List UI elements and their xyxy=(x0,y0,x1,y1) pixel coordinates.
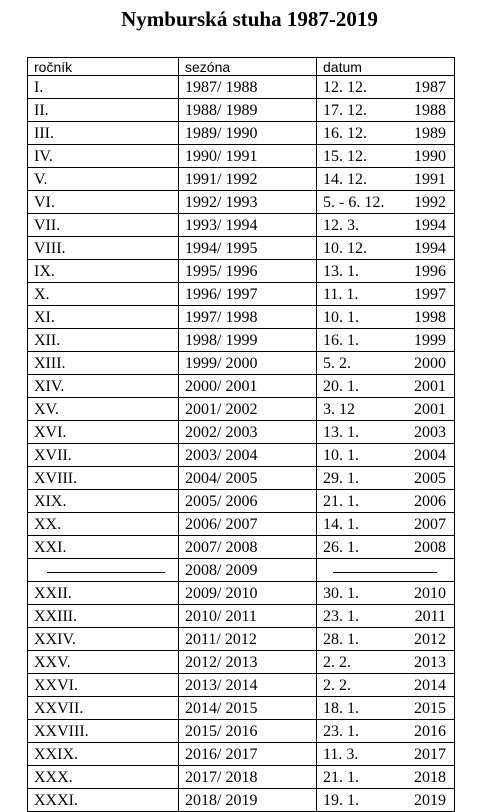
datum-day: 14. 12. xyxy=(323,171,367,188)
datum-year: 2016 xyxy=(414,723,446,740)
datum-wrapper xyxy=(323,492,446,512)
divider-line xyxy=(333,572,437,573)
datum-year: 1989 xyxy=(414,125,446,142)
datum-day: 30. 1. xyxy=(323,585,359,602)
table-row xyxy=(28,789,455,812)
cell-rocnik: XIV. xyxy=(28,375,179,398)
cell-sezona: 2004/ 2005 xyxy=(179,467,317,490)
cell-sezona: 2002/ 2003 xyxy=(179,421,317,444)
datum-wrapper xyxy=(323,538,446,558)
cell-datum xyxy=(317,76,455,99)
cell-sezona: 1990/ 1991 xyxy=(179,145,317,168)
datum-wrapper xyxy=(323,285,446,305)
table-header-row xyxy=(28,58,455,76)
cell-sezona: 2003/ 2004 xyxy=(179,444,317,467)
cell-datum xyxy=(317,444,455,467)
table-row xyxy=(28,260,455,283)
datum-year: 2003 xyxy=(414,424,446,441)
datum-day: 28. 1. xyxy=(323,631,359,648)
cell-sezona: 1988/ 1989 xyxy=(179,99,317,122)
cell-rocnik: XXVII. xyxy=(28,697,179,720)
table-row xyxy=(28,697,455,720)
table-row xyxy=(28,605,455,628)
datum-year: 2017 xyxy=(414,746,446,763)
datum-wrapper xyxy=(323,446,446,466)
header-rocnik: ročník xyxy=(28,58,179,76)
table-row xyxy=(28,306,455,329)
table-row xyxy=(28,329,455,352)
datum-wrapper xyxy=(323,469,446,489)
table-row-skipped xyxy=(28,559,455,582)
datum-wrapper xyxy=(323,653,446,673)
cell-datum xyxy=(317,352,455,375)
cell-sezona: 2000/ 2001 xyxy=(179,375,317,398)
datum-day: 12. 3. xyxy=(323,217,359,234)
datum-day: 16. 1. xyxy=(323,332,359,349)
datum-year: 2001 xyxy=(414,401,446,418)
datum-year: 2015 xyxy=(414,700,446,717)
cell-datum xyxy=(317,513,455,536)
cell-rocnik: VII. xyxy=(28,214,179,237)
cell-datum xyxy=(317,743,455,766)
datum-wrapper xyxy=(323,607,446,627)
cell-rocnik: II. xyxy=(28,99,179,122)
table-row xyxy=(28,191,455,214)
table-row xyxy=(28,214,455,237)
cell-datum xyxy=(317,536,455,559)
table-row xyxy=(28,99,455,122)
datum-year: 2018 xyxy=(414,769,446,786)
cell-datum xyxy=(317,398,455,421)
cell-rocnik: XXX. xyxy=(28,766,179,789)
table-row xyxy=(28,766,455,789)
datum-year: 2019 xyxy=(414,792,446,809)
datum-year: 2012 xyxy=(414,631,446,648)
datum-wrapper xyxy=(323,308,446,328)
cell-sezona: 2015/ 2016 xyxy=(179,720,317,743)
cell-datum xyxy=(317,122,455,145)
cell-datum xyxy=(317,628,455,651)
datum-year: 2010 xyxy=(414,585,446,602)
cell-rocnik: XVII. xyxy=(28,444,179,467)
table-row xyxy=(28,122,455,145)
datum-year: 1994 xyxy=(414,217,446,234)
datum-year: 2007 xyxy=(414,516,446,533)
table-row xyxy=(28,674,455,697)
cell-rocnik: XXIX. xyxy=(28,743,179,766)
datum-year: 2014 xyxy=(414,677,446,694)
cell-datum xyxy=(317,605,455,628)
cell-rocnik: VIII. xyxy=(28,237,179,260)
cell-sezona: 2007/ 2008 xyxy=(179,536,317,559)
datum-year: 1992 xyxy=(414,194,446,211)
datum-day: 2. 2. xyxy=(323,654,351,671)
cell-rocnik: XVI. xyxy=(28,421,179,444)
cell-rocnik: XXV. xyxy=(28,651,179,674)
datum-wrapper xyxy=(323,584,446,604)
datum-day: 5. 2. xyxy=(323,355,351,372)
cell-rocnik: VI. xyxy=(28,191,179,214)
datum-wrapper xyxy=(323,262,446,282)
datum-year: 1988 xyxy=(414,102,446,119)
cell-sezona: 2005/ 2006 xyxy=(179,490,317,513)
cell-datum xyxy=(317,145,455,168)
cell-rocnik: XXII. xyxy=(28,582,179,605)
datum-year: 1990 xyxy=(414,148,446,165)
cell-rocnik: XXVIII. xyxy=(28,720,179,743)
cell-sezona: 1987/ 1988 xyxy=(179,76,317,99)
header-sezona: sezóna xyxy=(179,58,317,76)
datum-year: 2008 xyxy=(414,539,446,556)
datum-day: 17. 12. xyxy=(323,102,367,119)
cell-datum xyxy=(317,720,455,743)
datum-day: 14. 1. xyxy=(323,516,359,533)
cell-datum xyxy=(317,766,455,789)
cell-sezona: 1998/ 1999 xyxy=(179,329,317,352)
table-row xyxy=(28,582,455,605)
table-row xyxy=(28,536,455,559)
cell-rocnik: XII. xyxy=(28,329,179,352)
cell-datum xyxy=(317,375,455,398)
cell-sezona: 2018/ 2019 xyxy=(179,789,317,812)
cell-sezona: 2012/ 2013 xyxy=(179,651,317,674)
datum-day: 23. 1. xyxy=(323,608,359,625)
cell-rocnik: XI. xyxy=(28,306,179,329)
datum-wrapper xyxy=(323,170,446,190)
header-datum: datum xyxy=(317,58,455,76)
datum-wrapper xyxy=(323,745,446,765)
table-row xyxy=(28,398,455,421)
datum-wrapper xyxy=(323,216,446,236)
cell-sezona: 2008/ 2009 xyxy=(179,559,317,582)
datum-day: 5. - 6. 12. xyxy=(323,194,385,211)
datum-day: 29. 1. xyxy=(323,470,359,487)
table-row xyxy=(28,168,455,191)
datum-year: 1996 xyxy=(414,263,446,280)
cell-sezona: 1989/ 1990 xyxy=(179,122,317,145)
cell-sezona: 2001/ 2002 xyxy=(179,398,317,421)
cell-rocnik: I. xyxy=(28,76,179,99)
cell-rocnik-empty xyxy=(28,559,179,582)
datum-wrapper xyxy=(323,423,446,443)
datum-year: 2001 xyxy=(414,378,446,395)
datum-day: 13. 1. xyxy=(323,263,359,280)
datum-day: 16. 12. xyxy=(323,125,367,142)
datum-day: 19. 1. xyxy=(323,792,359,809)
cell-datum xyxy=(317,490,455,513)
datum-day: 20. 1. xyxy=(323,378,359,395)
cell-sezona: 1992/ 1993 xyxy=(179,191,317,214)
datum-wrapper xyxy=(323,193,446,213)
cell-sezona: 1993/ 1994 xyxy=(179,214,317,237)
cell-rocnik: XXVI. xyxy=(28,674,179,697)
cell-rocnik: XVIII. xyxy=(28,467,179,490)
cell-sezona: 1994/ 1995 xyxy=(179,237,317,260)
datum-year: 2000 xyxy=(414,355,446,372)
cell-datum xyxy=(317,99,455,122)
table-row xyxy=(28,375,455,398)
cell-sezona: 1999/ 2000 xyxy=(179,352,317,375)
datum-wrapper xyxy=(323,101,446,121)
table-row xyxy=(28,490,455,513)
cell-datum xyxy=(317,329,455,352)
editions-table xyxy=(27,57,455,812)
datum-year: 2011 xyxy=(414,608,446,625)
table-row xyxy=(28,651,455,674)
datum-wrapper xyxy=(323,676,446,696)
cell-rocnik: XIX. xyxy=(28,490,179,513)
cell-sezona: 2013/ 2014 xyxy=(179,674,317,697)
datum-year: 2006 xyxy=(414,493,446,510)
datum-day: 11. 3. xyxy=(323,746,359,763)
cell-datum xyxy=(317,467,455,490)
datum-year: 2004 xyxy=(414,447,446,464)
datum-wrapper xyxy=(323,630,446,650)
datum-year: 2005 xyxy=(414,470,446,487)
datum-day: 21. 1. xyxy=(323,493,359,510)
cell-datum xyxy=(317,306,455,329)
datum-wrapper xyxy=(323,124,446,144)
cell-sezona: 2009/ 2010 xyxy=(179,582,317,605)
cell-rocnik: IV. xyxy=(28,145,179,168)
datum-wrapper xyxy=(323,515,446,535)
cell-rocnik: XXIV. xyxy=(28,628,179,651)
datum-wrapper xyxy=(323,78,446,98)
cell-rocnik: XIII. xyxy=(28,352,179,375)
cell-sezona: 2011/ 2012 xyxy=(179,628,317,651)
table-row xyxy=(28,513,455,536)
cell-datum xyxy=(317,789,455,812)
cell-datum xyxy=(317,168,455,191)
cell-datum xyxy=(317,237,455,260)
cell-sezona: 2010/ 2011 xyxy=(179,605,317,628)
datum-wrapper xyxy=(323,768,446,788)
cell-sezona: 1991/ 1992 xyxy=(179,168,317,191)
cell-sezona: 1997/ 1998 xyxy=(179,306,317,329)
datum-year: 1991 xyxy=(414,171,446,188)
cell-rocnik: XX. xyxy=(28,513,179,536)
datum-wrapper xyxy=(323,377,446,397)
cell-rocnik: X. xyxy=(28,283,179,306)
table-row xyxy=(28,444,455,467)
datum-day: 26. 1. xyxy=(323,539,359,556)
datum-day: 11. 1. xyxy=(323,286,359,303)
cell-rocnik: V. xyxy=(28,168,179,191)
cell-sezona: 2017/ 2018 xyxy=(179,766,317,789)
datum-year: 1998 xyxy=(414,309,446,326)
table-row xyxy=(28,352,455,375)
datum-wrapper xyxy=(323,400,446,420)
datum-day: 12. 12. xyxy=(323,79,367,96)
cell-datum xyxy=(317,582,455,605)
datum-day: 13. 1. xyxy=(323,424,359,441)
page-title: Nymburská stuha 1987-2019 xyxy=(121,7,378,31)
datum-day: 3. 12 xyxy=(323,401,355,418)
datum-day: 2. 2. xyxy=(323,677,351,694)
table-row xyxy=(28,421,455,444)
table-body xyxy=(28,58,455,812)
datum-year: 2013 xyxy=(414,654,446,671)
cell-sezona: 1996/ 1997 xyxy=(179,283,317,306)
datum-wrapper xyxy=(323,722,446,742)
datum-year: 1987 xyxy=(414,79,446,96)
cell-rocnik: XXI. xyxy=(28,536,179,559)
datum-day: 15. 12. xyxy=(323,148,367,165)
cell-datum xyxy=(317,191,455,214)
cell-datum xyxy=(317,651,455,674)
datum-wrapper xyxy=(323,239,446,259)
datum-day: 10. 1. xyxy=(323,447,359,464)
cell-datum xyxy=(317,214,455,237)
cell-datum xyxy=(317,674,455,697)
cell-rocnik: XV. xyxy=(28,398,179,421)
datum-day: 10. 12. xyxy=(323,240,367,257)
cell-datum xyxy=(317,421,455,444)
table-row xyxy=(28,237,455,260)
datum-wrapper xyxy=(323,147,446,167)
datum-wrapper xyxy=(323,791,446,811)
divider-line xyxy=(47,572,165,573)
table-row xyxy=(28,720,455,743)
table-row xyxy=(28,628,455,651)
table-row xyxy=(28,76,455,99)
cell-sezona: 2016/ 2017 xyxy=(179,743,317,766)
table-row xyxy=(28,283,455,306)
datum-year: 1997 xyxy=(414,286,446,303)
cell-rocnik: IX. xyxy=(28,260,179,283)
cell-sezona: 1995/ 1996 xyxy=(179,260,317,283)
datum-wrapper xyxy=(323,354,446,374)
cell-datum xyxy=(317,283,455,306)
cell-rocnik: XXXI. xyxy=(28,789,179,812)
datum-year: 1999 xyxy=(414,332,446,349)
table-row xyxy=(28,145,455,168)
cell-rocnik: III. xyxy=(28,122,179,145)
cell-rocnik: XXIII. xyxy=(28,605,179,628)
datum-day: 10. 1. xyxy=(323,309,359,326)
cell-sezona: 2014/ 2015 xyxy=(179,697,317,720)
cell-datum xyxy=(317,260,455,283)
datum-day: 21. 1. xyxy=(323,769,359,786)
cell-sezona: 2006/ 2007 xyxy=(179,513,317,536)
datum-year: 1994 xyxy=(414,240,446,257)
table-row xyxy=(28,467,455,490)
table-row xyxy=(28,743,455,766)
datum-day: 23. 1. xyxy=(323,723,359,740)
cell-datum-empty xyxy=(317,559,455,582)
datum-wrapper xyxy=(323,699,446,719)
datum-wrapper xyxy=(323,331,446,351)
datum-day: 18. 1. xyxy=(323,700,359,717)
cell-datum xyxy=(317,697,455,720)
